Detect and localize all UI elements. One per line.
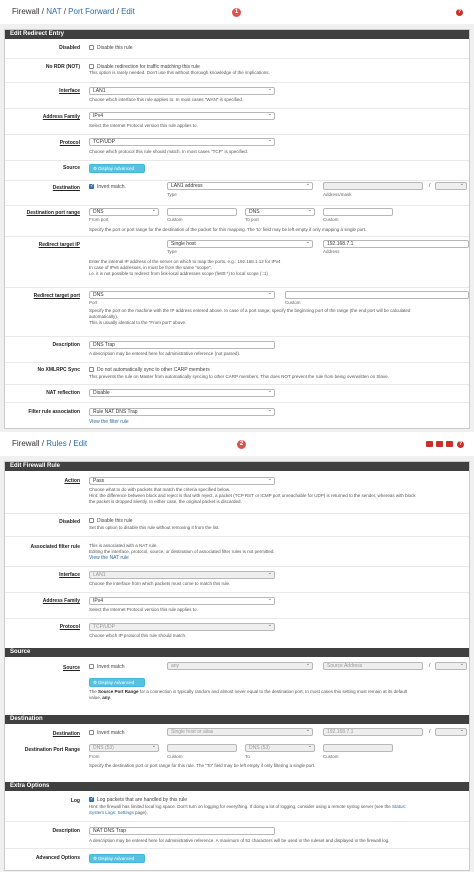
row-filter-assoc [5,402,469,428]
crumb-firewall-2: Firewall [12,439,40,448]
view-filter-rule-link[interactable]: View the filter rule [89,419,129,425]
nordr-hint: This option is rarely needed. Don't use this without thorough knowledge of the implications. [89,70,270,75]
label-rule-destination: Destination [52,731,80,737]
protocol-hint: Choose which protocol this rule should match. In most cases "TCP" is specified. [89,149,249,154]
nat-breadcrumb-bar [0,0,474,24]
action-select[interactable]: Pass ⌄ [89,477,275,485]
crumb-nat[interactable]: NAT [46,7,62,16]
label-rule-address-family: Address Family [42,598,80,604]
rule-destination-slash: / [429,729,431,735]
row-description [5,336,469,360]
row-source [5,160,469,178]
rule-dest-port-custom1-caption: Custom [167,754,183,759]
dest-port-custom2-input[interactable] [323,208,393,216]
dest-port-from-select[interactable]: DNS ⌄ [89,208,159,216]
label-rule-source: Source [63,665,80,671]
label-action: Action [64,478,80,484]
label-rule-dest-port: Destination Port Range [24,747,80,753]
disabled-text: Disable this rule [97,45,133,51]
log-checkbox[interactable] [89,797,94,802]
label-noxmlrpc: No XMLRPC Sync [37,367,80,373]
rule-dest-port-from-select[interactable]: DNS (53) ⌄ [89,744,159,752]
source-invert-text: Invert match [97,664,125,670]
redirect-ip-hint-3: i.e. it is not possible to redirect from link-local addresses scope (fe80:*) to local scope (::1) [89,271,268,276]
label-filter-assoc: Filter rule association [28,409,80,415]
source-port-hint: The Source Port Range for a connection is typically random and almost never equal to the destination port. In most cases this setting must remain at its default [89,689,408,694]
action-hint-1: Choose what to do with packets that match the criteria specified below. [89,487,231,492]
row-disabled [5,40,469,53]
dest-port-to-caption: To port [245,217,259,222]
redirect-ip-hint-1: Enter the internal IP address of the server on which to map the ports. e.g.: 192.168.1.12 for IPv4 [89,259,281,264]
associated-hint-2: Editing the interface, protocol, source, or destination of associated filter rules is not permitted. [89,549,275,554]
destination-address-caption: Address/mask [323,192,352,197]
row-rule-source [5,658,469,710]
chart-icon[interactable] [426,441,433,447]
label-nat-reflection: NAT reflection [46,390,80,396]
redirect-port-hint-3: This is usually identical to the "From port" above. [89,320,187,325]
edit-redirect-panel [4,29,470,429]
help-icon-2[interactable]: ? [458,441,463,447]
row-action [5,472,469,512]
rule-destination-type-select[interactable]: Single host or alias ⌄ [167,728,313,736]
rules-breadcrumb-bar [0,432,474,456]
dest-port-custom1-input[interactable] [167,208,237,216]
nat-breadcrumb: Firewall / NAT / Port Forward / Edit [12,7,135,16]
label-redirect-ip: Redirect target IP [38,242,80,248]
source-mask-select[interactable] [435,662,467,670]
destination-type-caption: Type [167,192,177,197]
rule-address-family-select[interactable]: IPv4 ⌄ [89,597,275,605]
rule-panel-heading: Edit Firewall Rule [5,462,469,471]
redirect-port-hint-1: Specify the port on the machine with the IP address entered above. In case of a port range, specify the beginning port of the range (the end port will be calculated [89,308,411,313]
rule-dest-port-hint: Specify the destination port or port range for this rule. The "To" field may be left empty if only filtering a single port. [89,763,316,768]
redirect-port-caption: Port [89,300,98,305]
source-type-select[interactable]: any ⌄ [167,662,313,670]
extra-options-heading: Extra Options [5,782,469,791]
destination-section-heading: Destination [5,715,469,724]
redirect-port-select[interactable]: DNS ⌄ [89,291,275,299]
rule-interface-select[interactable]: LAN1 ⌄ [89,571,275,579]
rule-destination-address-input[interactable]: 192.168.7.1 [323,728,423,736]
destination-type-select[interactable]: LAN1 address ⌄ [167,182,313,190]
view-nat-rule-link[interactable]: View the NAT rule [89,555,129,561]
dest-port-hint: Specify the port or port range for the destination of the packet for this mapping. The 'to' field may be left empty if only mapping a single port. [89,227,367,232]
action-hint-3: the packet is dropped silently. In either case, the original packet is discarded. [89,499,242,504]
destination-invert-checkbox[interactable] [89,184,94,189]
label-log: Log [70,798,80,804]
interface-select[interactable]: LAN1 ⌄ [89,87,275,95]
log-hint-2: System Logs: Settings page). [89,810,148,815]
row-log [5,792,469,820]
row-noxmlrpc [5,362,469,382]
log-text: Log packets that are handled by this rule [97,797,188,803]
rule-description-input[interactable]: NAT DNS Trap [89,827,275,835]
destination-mask-select[interactable] [435,182,467,190]
row-nordr [5,58,469,81]
noxmlrpc-text: Do not automatically sync to other CARP members [97,367,210,373]
label-disabled: Disabled [59,45,80,51]
rule-dest-port-from-caption: From [89,754,100,759]
row-advanced-options [5,848,469,870]
associated-hint-1: This is associated with a NAT rule. [89,543,158,548]
label-associated: Associated filter rule [30,544,80,550]
rule-disabled-checkbox[interactable] [89,518,94,523]
nat-reflection-select[interactable]: Disable ⌄ [89,389,275,397]
rule-dest-port-custom2-caption: Custom [323,754,339,759]
label-advanced-options: Advanced Options [35,855,80,861]
description-hint: A description may be entered here for administrative reference (not parsed). [89,351,241,356]
label-destination: Destination [52,185,80,191]
notice-badge[interactable]: 1 [232,8,241,17]
rule-destination-invert-checkbox[interactable] [89,730,94,735]
redirect-ip-type-select[interactable]: Single host ⌄ [167,240,313,248]
row-interface [5,82,469,106]
rule-destination-mask-select[interactable] [435,728,467,736]
dest-port-to-select[interactable]: DNS ⌄ [245,208,315,216]
crumb-port-forward[interactable]: Port Forward [68,7,115,16]
label-rule-description: Description [52,828,80,834]
dest-port-from-caption: From port [89,217,109,222]
dest-port-custom2-caption: Custom [323,217,339,222]
nordr-text: Disable redirection for traffic matching this rule [97,64,200,70]
table-icon[interactable] [446,441,453,447]
label-redirect-port: Redirect target port [33,293,80,299]
rule-source-display-advanced-button[interactable]: ⚙ Display Advanced [89,678,145,687]
rule-dest-port-to-select[interactable]: DNS (53) ⌄ [245,744,315,752]
redirect-ip-address-caption: Address [323,249,340,254]
label-source: Source [63,165,80,171]
rule-destination-invert-text: Invert match [97,730,125,736]
rule-disabled-text: Disable this rule [97,518,133,524]
row-rule-destination [5,725,469,741]
row-dest-port [5,205,469,235]
rule-dest-port-custom2-input[interactable] [323,744,393,752]
advanced-options-display-button[interactable]: ⚙ Display Advanced [89,854,145,863]
label-rule-protocol: Protocol [59,624,80,630]
edit-firewall-rule-panel [4,461,470,871]
redirect-ip-type-caption: Type [167,249,177,254]
row-rule-description [5,821,469,847]
source-section-heading: Source [5,648,469,657]
source-invert-checkbox[interactable] [89,664,94,669]
label-nordr: No RDR (NOT) [45,64,80,70]
rule-dest-port-custom1-input[interactable] [167,744,237,752]
action-hint-2: Hint: the difference between block and reject is that with reject, a packet (TCP RST or ICMP port unreachable for UDP) is returned to the sender, whereas with block [89,493,416,498]
source-display-advanced-button[interactable]: ⚙ Display Advanced [89,164,145,173]
nordr-checkbox[interactable] [89,64,94,69]
row-nat-reflection [5,384,469,400]
crumb-edit-2[interactable]: Edit [73,439,88,448]
crumb-rules[interactable]: Rules [46,439,67,448]
address-family-select[interactable]: IPv4 ⌄ [89,112,275,120]
rule-dest-port-to-caption: To [245,754,250,759]
label-description: Description [52,342,80,348]
notice-badge-2[interactable]: 2 [237,440,246,449]
rules-breadcrumb: Firewall / Rules / Edit [12,439,88,448]
destination-slash: / [429,183,431,189]
redirect-ip-hint-2: In case of IPv6 addresses, in must be from the same "scope", [89,265,212,270]
label-rule-disabled: Disabled [59,519,80,525]
row-protocol [5,134,469,158]
noxmlrpc-checkbox[interactable] [89,367,94,372]
source-address-input[interactable]: Source Address [323,662,423,670]
rule-interface-hint: Choose the interface from which packets must come to match this rule. [89,581,231,586]
protocol-select[interactable]: TCP/UDP ⌄ [89,138,275,146]
noxmlrpc-hint: This prevents the rule on Master from automatically syncing to other CARP members. This does NOT prevent the rule from being overwritten on Slave. [89,374,389,379]
list-icon[interactable] [436,441,443,447]
address-family-hint: Select the Internet Protocol version this rule applies to. [89,123,198,128]
crumb-firewall: Firewall [12,7,40,16]
redirect-port-custom-input[interactable] [285,291,469,299]
panel-heading: Edit Redirect Entry [5,30,469,39]
rule-protocol-select[interactable]: TCP/UDP ⌄ [89,623,275,631]
row-rule-protocol [5,618,469,642]
row-address-family [5,108,469,132]
label-address-family: Address Family [42,114,80,120]
source-port-hint-2: value, any. [89,695,112,700]
redirect-port-custom-caption: Custom [285,300,301,305]
row-associated [5,536,469,564]
help-icon[interactable]: ? [457,9,462,15]
dest-port-custom1-caption: Custom [167,217,183,222]
rule-address-family-hint: Select the Internet Protocol version this rule applies to. [89,607,198,612]
destination-address-input[interactable] [323,182,423,190]
filter-assoc-select[interactable]: Rule NAT DNS Trap ⌄ [89,408,275,416]
rule-protocol-hint: Choose which IP protocol this rule should match. [89,633,187,638]
label-protocol: Protocol [59,140,80,146]
disabled-checkbox[interactable] [89,45,94,50]
crumb-edit[interactable]: Edit [121,7,135,16]
row-redirect-ip [5,236,469,286]
row-rule-address-family [5,592,469,616]
row-rule-disabled [5,513,469,535]
row-rule-interface [5,566,469,590]
log-hint-1: Hint: the firewall has limited local log space. Don't turn on logging for everything. If doing a lot of logging, consider using a remote syslog server (see the Status: [89,804,407,809]
row-rule-dest-port [5,741,469,773]
label-interface: Interface [59,88,80,94]
rule-disabled-hint: Set this option to disable this rule without removing it from the list. [89,525,220,530]
interface-hint: Choose which interface this rule applies to. In most cases "WAN" is specified. [89,97,244,102]
description-input[interactable]: DNS Trap [89,341,275,349]
rule-description-hint: A description may be entered here for administrative reference. A maximum of 52 characters will be used in the ruleset and displayed in the firewall log. [89,838,390,843]
label-dest-port: Destination port range [26,210,80,216]
label-rule-interface: Interface [59,572,80,578]
destination-invert-text: Invert match. [97,184,126,190]
redirect-port-hint-2: automatically). [89,314,119,319]
source-slash: / [429,663,431,669]
row-redirect-port [5,287,469,335]
redirect-ip-address-input[interactable]: 192.168.7.1 [323,240,469,248]
row-destination [5,180,469,204]
